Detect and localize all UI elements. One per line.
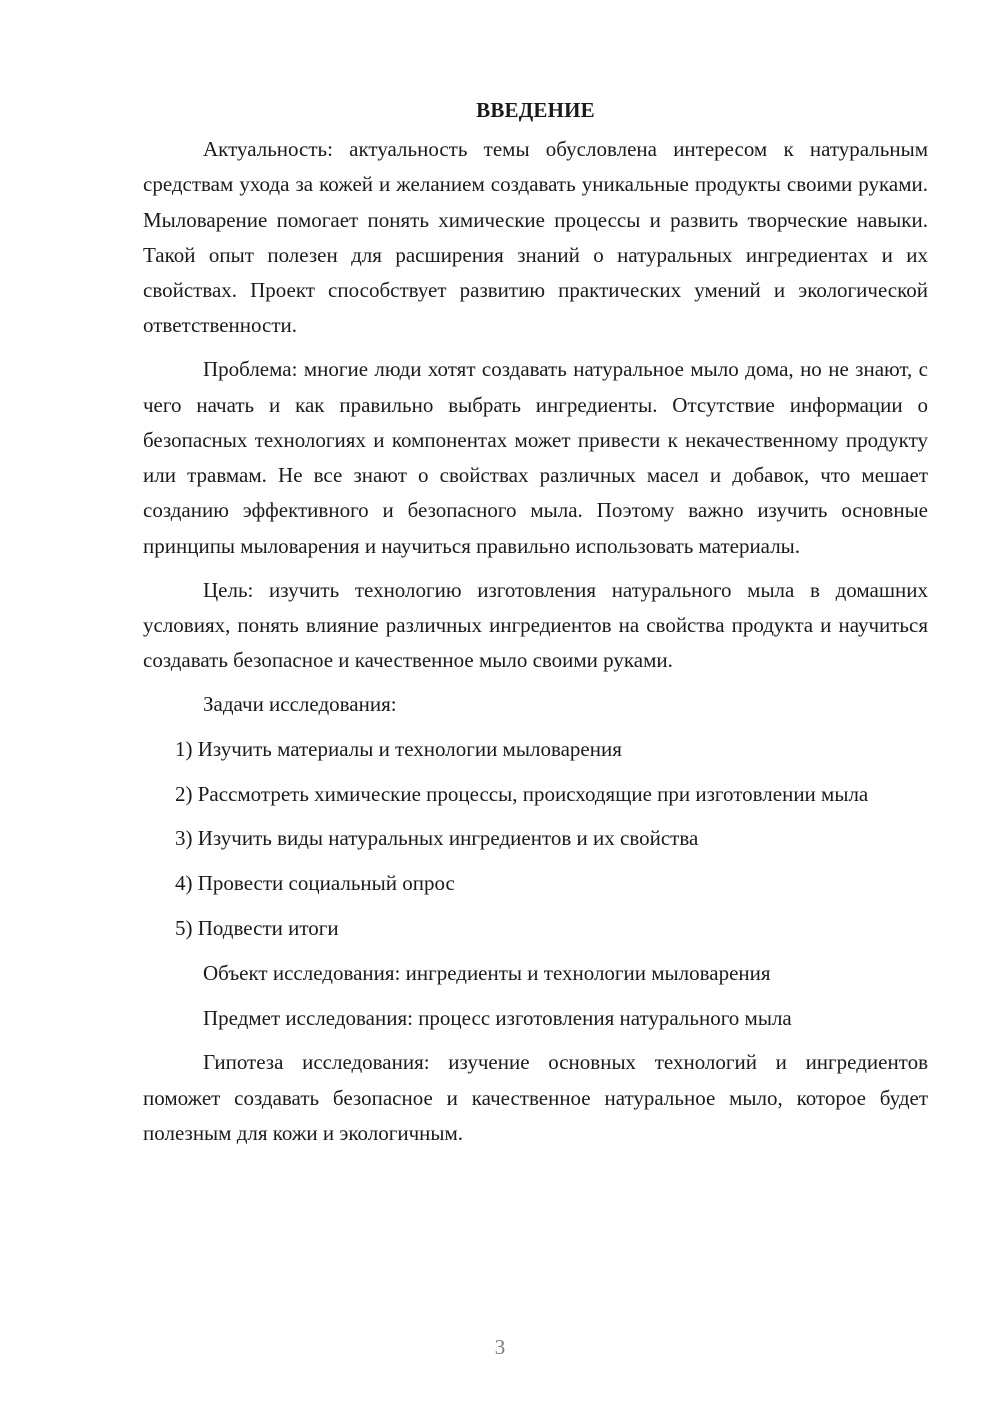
page-number: 3 [494, 1335, 506, 1359]
research-object: Объект исследования: ингредиенты и технологии мыловарения [203, 960, 771, 985]
hypothesis-paragraph: Гипотеза исследования: изучение основных технологий и ингредиентов поможет создавать безопасное и качественное натуральное мыло, которое будет полезным для кожи и экологичным. [143, 1050, 928, 1145]
task-item-3: 3) Изучить виды натуральных ингредиентов и их свойства [175, 826, 699, 851]
problem-paragraph: Проблема: многие люди хотят создавать натуральное мыло дома, но не знают, с чего начать и как правильно выбрать ингредиенты. Отсутствие информации о безопасных технологиях и компонентах может привести к некачественному продукту или травмам. Не все знают о свойствах различных масел и добавок, что мешает созданию эффективного и безопасного мыла. Поэтому важно изучить основные принципы мыловарения и научиться правильно использовать материалы. [143, 357, 928, 558]
relevance-paragraph: Актуальность: актуальность темы обусловлена интересом к натуральным средствам ухода за кожей и желанием создавать уникальные продукты своими руками. Мыловарение помогает понять химические процессы и развить творческие навыки. Такой опыт полезен для расширения знаний о натуральных ингредиентах и их свойствах. Проект способствует развитию практических умений и экологической ответственности. [143, 137, 928, 338]
tasks-title: Задачи исследования: [203, 691, 397, 716]
goal-paragraph: Цель: изучить технологию изготовления натурального мыла в домашних условиях, понять влияние различных ингредиентов на свойства продукта и научиться создавать безопасное и качественное мыло своими руками. [143, 577, 928, 673]
page-title: ВВЕДЕНИЕ [476, 98, 595, 122]
document-page [143, 92, 928, 1160]
task-item-1: 1) Изучить материалы и технологии мыловарения [175, 736, 622, 761]
research-subject: Предмет исследования: процесс изготовления натурального мыла [203, 1005, 792, 1030]
task-item-2: 2) Рассмотреть химические процессы, происходящие при изготовлении мыла [175, 781, 869, 806]
task-item-4: 4) Провести социальный опрос [175, 871, 455, 896]
task-item-5: 5) Подвести итоги [175, 915, 339, 940]
